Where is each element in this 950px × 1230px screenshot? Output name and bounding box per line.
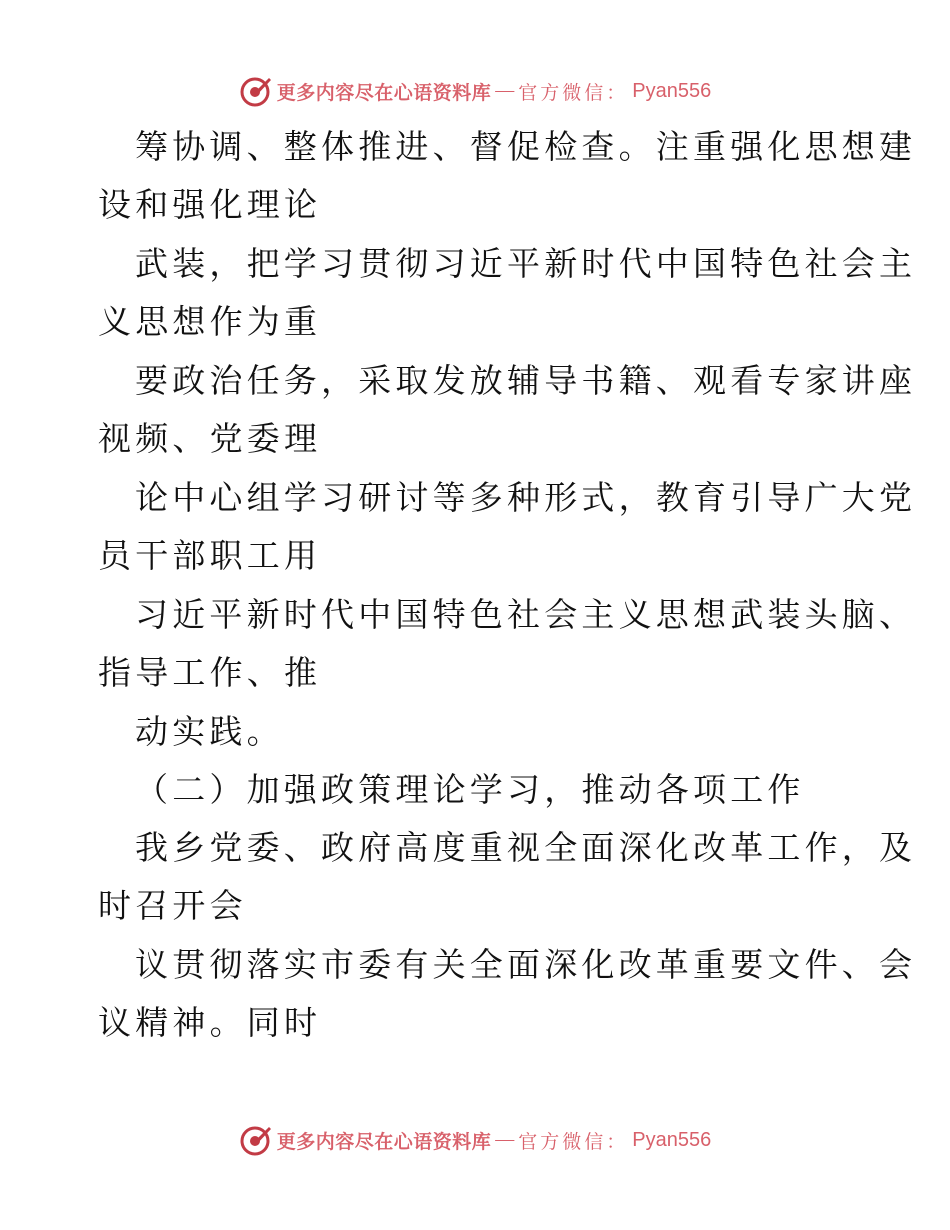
text-line: 动实践。 <box>135 712 284 751</box>
text-line: 设和强化理论 <box>98 185 322 224</box>
banner-wechat-handle: Pyan556 <box>632 1128 712 1151</box>
text-line: 要政治任务，采取发放辅导书籍、观看专家讲座 <box>135 361 917 400</box>
text-line: 时召开会 <box>98 886 247 925</box>
section-heading: （二）加强政策理论学习，推动各项工作 <box>135 770 805 809</box>
banner-wechat-label: 官方微信： <box>518 81 629 104</box>
text-line: 议贯彻落实市委有关全面深化改革重要文件、会 <box>135 945 917 984</box>
text-line: 武装，把学习贯彻习近平新时代中国特色社会主 <box>135 244 917 283</box>
text-line: 员干部职工用 <box>98 536 322 575</box>
banner-wechat-handle: Pyan556 <box>632 79 712 102</box>
header-banner <box>0 71 950 111</box>
text-line: 义思想作为重 <box>98 302 322 341</box>
banner-brand-text: 更多内容尽在心语资料库 <box>276 81 492 104</box>
banner-wechat-label: 官方微信： <box>518 1130 629 1153</box>
text-line: 议精神。同时 <box>98 1003 322 1042</box>
quill-logo-icon <box>239 74 273 108</box>
banner-brand-text: 更多内容尽在心语资料库 <box>276 1130 492 1153</box>
text-line: 视频、党委理 <box>98 419 322 458</box>
text-line: 论中心组学习研讨等多种形式，教育引导广大党 <box>135 478 917 517</box>
text-line: 筹协调、整体推进、督促检查。注重强化思想建 <box>135 127 917 166</box>
text-line: 我乡党委、政府高度重视全面深化改革工作，及 <box>135 828 917 867</box>
footer-banner <box>0 1120 950 1160</box>
text-line: 习近平新时代中国特色社会主义思想武装头脑、 <box>135 595 917 634</box>
banner-separator: — <box>495 1129 515 1150</box>
banner-separator: — <box>495 80 515 101</box>
quill-logo-icon <box>239 1123 273 1157</box>
text-line: 指导工作、推 <box>98 653 322 692</box>
